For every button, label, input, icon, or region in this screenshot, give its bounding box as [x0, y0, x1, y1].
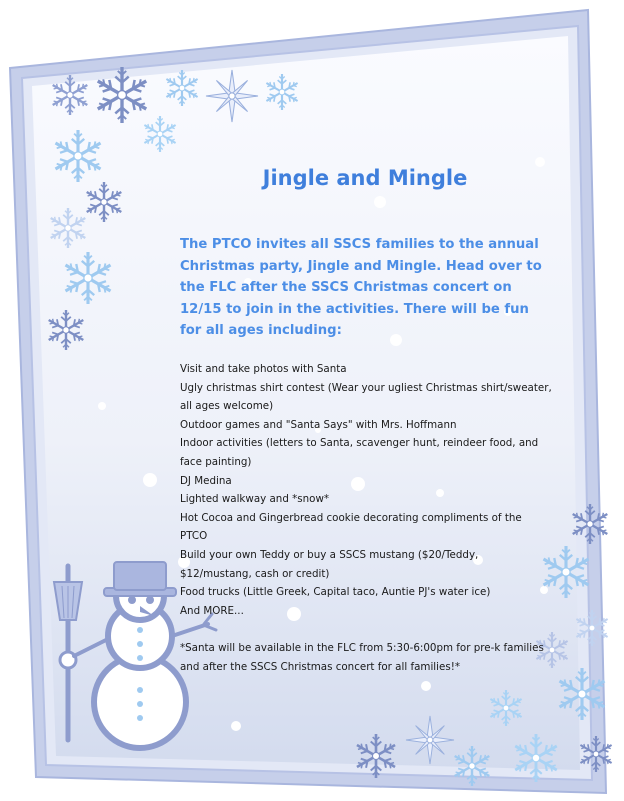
list-item: Hot Cocoa and Gingerbread cookie decorating compliments of the PTCO — [180, 511, 522, 543]
list-item: Food trucks (Little Greek, Capital taco, Auntie PJ's water ice) — [180, 586, 491, 599]
list-item: Ugly christmas shirt contest (Wear your ugliest Christmas shirt/sweater, all ages welcome) — [180, 381, 552, 413]
list-item: Indoor activities (letters to Santa, scavenger hunt, reindeer food, and face painting) — [180, 437, 539, 468]
santa-note: *Santa will be available in the FLC from 5:30-6:00pm for pre-k families and after the SSCS Christmas concert for all families!* — [180, 642, 544, 673]
list-item: DJ Medina — [180, 474, 232, 487]
activities-list — [180, 360, 552, 620]
list-item: And MORE... — [180, 604, 244, 617]
list-item: Build your own Teddy or buy a SSCS mustang ($20/Teddy, $12/mustang, cash or credit) — [180, 548, 479, 580]
list-item: Lighted walkway and *snow* — [180, 493, 330, 506]
invitation-text: The PTCO invites all SSCS families to the annual Christmas party, Jingle and Mingle. Head over to the FLC after the SSCS Christmas concert on 12/15 to join in the activities. There will be fun for all ages including: — [180, 237, 542, 338]
page-title: Jingle and Mingle — [262, 166, 468, 190]
list-item: Outdoor games and "Santa Says" with Mrs. Hoffmann — [180, 418, 457, 431]
list-item: Visit and take photos with Santa — [180, 363, 347, 375]
